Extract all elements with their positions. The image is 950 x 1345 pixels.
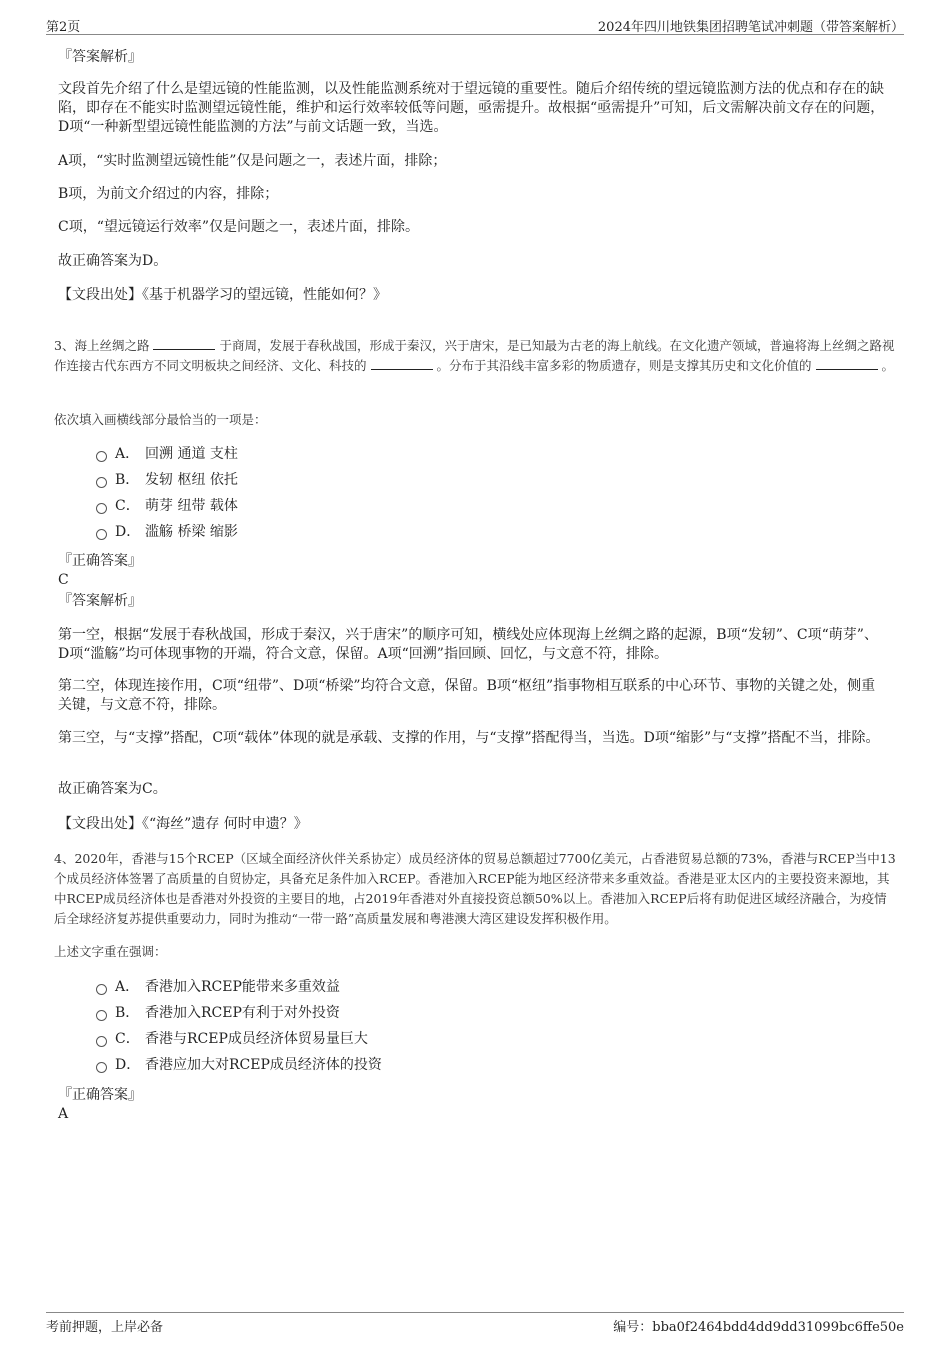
source-citation: 【文段出处】《“海丝”遗存 何时申遗？》 — [58, 816, 308, 832]
analysis-option-a: A项，“实时监测望远镜性能”仅是问题之一，表述片面，排除； — [58, 153, 447, 169]
analysis-conclusion: 故正确答案为D。 — [58, 253, 168, 269]
footer-slogan: 考前押题，上岸必备 — [46, 1320, 164, 1335]
analysis-paragraph-3: 第三空，与“支撑”搭配，C项“载体”体现的就是承载、支撑的作用，与“支撑”搭配得当，当选。D项“缩影”与“支撑”搭配不当，排除。 — [58, 730, 880, 746]
question-3-prompt: 依次填入画横线部分最恰当的一项是： — [54, 412, 267, 427]
analysis-paragraph-1: 第一空，根据“发展于春秋战国，形成于秦汉，兴于唐宋”的顺序可知，横线处应体现海上丝绸之路的起源，B项“发轫”、C项“萌芽”、D项“滥觞”均可体现事物的开端，符合文意，保留。A项“回溯”指回顾、回忆，与文意不符，排除。 — [58, 627, 878, 662]
fill-blank — [371, 357, 433, 370]
question-3-options — [96, 441, 596, 545]
radio-icon[interactable] — [96, 451, 107, 462]
option-a[interactable]: A． 回溯 通道 支柱 — [96, 441, 596, 467]
radio-icon[interactable] — [96, 477, 107, 488]
answer-value: C — [58, 572, 69, 588]
fill-blank — [816, 357, 878, 370]
question-3-stem: 3、海上丝绸之路 于商周，发展于春秋战国，形成于秦汉，兴于唐宋，是已知最为古老的海上航线。在文化遗产领域，普遍将海上丝绸之路视作连接古代东西方不同文明板块之间经济、文化、科技的 。分布于其沿线丰富多彩的物质遗存，则是支撑其历史和文化价值的 。 — [54, 338, 895, 373]
option-d[interactable]: D． 香港应加大对RCEP成员经济体的投资 — [96, 1052, 596, 1078]
option-d[interactable]: D． 滥觞 桥梁 缩影 — [96, 519, 596, 545]
radio-icon[interactable] — [96, 529, 107, 540]
answer-label: 『正确答案』 — [58, 553, 142, 569]
question-4-options — [96, 974, 596, 1078]
option-b[interactable]: B． 发轫 枢纽 依托 — [96, 467, 596, 493]
analysis-label: 『答案解析』 — [58, 49, 142, 65]
option-a[interactable]: A． 香港加入RCEP能带来多重效益 — [96, 974, 596, 1000]
analysis-paragraph: 文段首先介绍了什么是望远镜的性能监测，以及性能监测系统对于望远镜的重要性。随后介绍传统的望远镜监测方法的优点和存在的缺陷，即存在不能实时监测望远镜性能，维护和运行效率较低等问题，亟需提升。故根据“亟需提升”可知，后文需解决前文存在的问题，D项“一种新型望远镜性能监测的方法”与前文话题一致，当选。 — [58, 81, 885, 135]
analysis-option-c: C项，“望远镜运行效率”仅是问题之一，表述片面，排除。 — [58, 219, 420, 235]
analysis-option-b: B项，为前文介绍过的内容，排除； — [58, 186, 279, 202]
option-c[interactable]: C． 萌芽 纽带 载体 — [96, 493, 596, 519]
answer-label: 『正确答案』 — [58, 1087, 142, 1103]
page-header — [46, 14, 904, 35]
answer-value: A — [58, 1106, 69, 1122]
radio-icon[interactable] — [96, 1036, 107, 1047]
analysis-label: 『答案解析』 — [58, 593, 142, 609]
document-title: 2024年四川地铁集团招聘笔试冲刺题（带答案解析） — [597, 20, 904, 35]
source-citation: 【文段出处】《基于机器学习的望远镜，性能如何？》 — [58, 287, 387, 303]
radio-icon[interactable] — [96, 1010, 107, 1021]
radio-icon[interactable] — [96, 984, 107, 995]
page-number: 第2页 — [46, 20, 81, 35]
page-footer — [46, 1312, 904, 1337]
radio-icon[interactable] — [96, 503, 107, 514]
option-b[interactable]: B． 香港加入RCEP有利于对外投资 — [96, 1000, 596, 1026]
radio-icon[interactable] — [96, 1062, 107, 1073]
document-id: 编号：bba0f2464bdd4dd9dd31099bc6ffe50e — [613, 1320, 904, 1335]
question-4-stem: 4、2020年，香港与15个RCEP（区域全面经济伙伴关系协定）成员经济体的贸易总额超过7700亿美元，占香港贸易总额的73%，香港与RCEP当中13个成员经济体签署了高质量的自贸协定，具备充足条件加入RCEP。香港加入RCEP能为地区经济带来多重效益。香港是亚太区内的主要投资来源地，其中RCEP成员经济体也是香港对外投资的主要目的地，占2019年香港对外直接投资总额50%以上。香港加入RCEP后将有助促进区域经济融合，为疫情后全球经济复苏提供重要动力，同时为推动“一带一路”高质量发展和粤港澳大湾区建设发挥积极作用。 — [54, 851, 896, 926]
option-c[interactable]: C． 香港与RCEP成员经济体贸易量巨大 — [96, 1026, 596, 1052]
analysis-paragraph-2: 第二空，体现连接作用，C项“纽带”、D项“桥梁”均符合文意，保留。B项“枢纽”指事物相互联系的中心环节、事物的关键之处，侧重关键，与文意不符，排除。 — [58, 678, 876, 713]
fill-blank — [153, 337, 215, 350]
question-4-prompt: 上述文字重在强调： — [54, 944, 167, 959]
analysis-conclusion: 故正确答案为C。 — [58, 781, 167, 797]
